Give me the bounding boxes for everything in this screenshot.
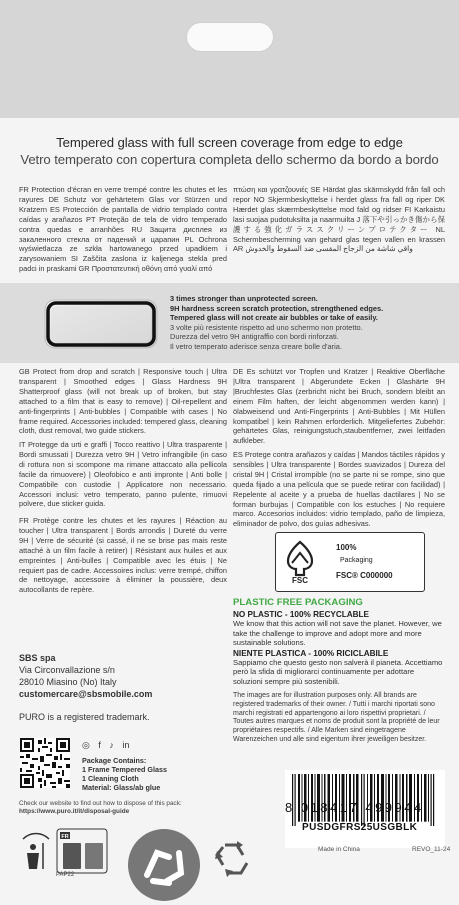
fsc-code: FSC® C000000 — [336, 571, 393, 580]
mobius-loop-icon — [215, 841, 247, 877]
made-in: Made in China — [318, 846, 360, 853]
linkedin-icon: in — [122, 740, 130, 750]
hanger-tab — [0, 0, 459, 118]
illustration-note: The images are for illustration purposes only. All brands are registered trademarks of their owner. / Tutti i marchi riportati sono marchi registrati ed appartengono ai loro rispettivi proprietari. / Toutes autres marques et noms de produit sont la propriété de leur propriétaires respectifs. / Alle Marken sind eingetragene Warenzeichen und alle sind eigentum ihrer jeweiligen besitzer. — [233, 692, 440, 743]
plastic-free-title: PLASTIC FREE PACKAGING — [233, 597, 363, 608]
barcode-number: 8 018417 499944 — [285, 800, 424, 815]
niente-plastica-heading: NIENTE PLASTICA - 100% RICICLABILE — [233, 648, 389, 658]
fsc-packaging: Packaging — [340, 557, 373, 564]
company-street: Via Circonvallazione s/n — [19, 665, 115, 675]
multilang-right: πτώση και γρατζουνιές SE Härdat glas skärmskydd från fall och repor NO Skjermbeskyttelse i herdet glass fra fall og riper DK Hærdet glas skærmbeskyttelse mod fald og ridser FI Karkaistu lasi suojaa pudotuksilta ja naarmuilta J 落下や引っかき傷から保護する強化ガラススクリーンプロテクター NL Schermbescherming van gehard glas tegen vallen en krassen AR واقي شاشة من الزجاج المقسى ضد السقوط والخدوش — [233, 185, 445, 254]
package-item-glass: 1 Frame Tempered Glass — [82, 765, 167, 774]
phone-illustration-icon — [42, 290, 160, 352]
company-email: customercare@sbsmobile.com — [19, 689, 153, 699]
trademark-note: PURO is a registered trademark. — [19, 712, 150, 722]
fr-label: FR — [61, 834, 69, 840]
company-name: SBS spa — [19, 653, 56, 663]
no-plastic-heading: NO PLASTIC - 100% RECYCLABLE — [233, 610, 370, 619]
text-gb: GB Protect from drop and scratch | Responsive touch | Ultra transparent | Smoothed edges | Glass Hardness 9H Shatterproof glass (will not break up of broken, but stay attached to a film that is easy to remove) | Oil-repellent and anti-fingerprints | Anti-bubbles | Compatible with cases | No frame required. Accessories included: tempered glass, cleaning cloth, dust removal, two guide stickers. — [19, 367, 227, 436]
tiktok-icon: ♪ — [109, 740, 114, 750]
package-title: Package Contains: — [82, 756, 147, 765]
feature-line-3: Tempered glass will not create air bubbles or take of easily. — [170, 313, 378, 323]
pap-code: PAP22 — [56, 872, 75, 878]
revision-code: REVO_11-24 — [412, 846, 451, 853]
qr-code-icon — [20, 738, 70, 788]
text-fr: FR Protège contre les chutes et les rayures | Réaction au toucher | Ultra transparent | Bords arrondis | Dureté du verre 9H | Verre de sécurité (si cassé, il ne se brise pas mais reste attaché à un film facile à retirer) | Résistant aux huiles et aux empreintes | Anti-bulles | Compatible avec les étuis | Ne requiert pas de cadre. Accessoires inclus: verre trempé, chiffon de nettoyage, accessoire à éliminer la poussière, deux autocollants de repère. — [19, 516, 227, 595]
package-contents — [82, 756, 232, 792]
recycling-symbols — [19, 825, 289, 905]
feature-line-6: Il vetro temperato aderisce senza creare bolle d'aria. — [170, 341, 342, 351]
text-de: DE Es schützt vor Tropfen und Kratzer | Reaktive Oberfläche |Ultra transparent | Abgerundete Ecken | Glashärte 9H |Bruchfestes Glas (zerbricht nicht bei Bruch, sondern bleibt an einem Film haften, der leicht abgenommen werden kann) | ölabweisend und Anti-Fingerprints | Anti-Bubbles | Mit Hüllen kompatibel | kein Rahmen erforderlich. Mitgeliefertes Zubehör: gehärtetes Glas, reinigungstuch,staubentferner, zwei leitfaden aufkleber. — [233, 367, 445, 446]
text-es: ES Protege contra arañazos y caídas | Mandos táctiles rápidos y sensibles | Ultra transparente | Bordes suavizados | Dureza del cristal 9H | Cristal irrompible (no se parte ni se rompe, sino que queda fijado a una película que se puede retirar con facilidad) | Repelente al aceite y a prueba de huellas dactilares | No se forman burbujas | Compatible con los estuches | No requiere marco. Accesorios incluidos: vidrio templado, paño de limpieza, eliminador de polvo, dos guías adhesivas. — [233, 450, 445, 529]
package-item-cloth: 1 Cleaning Cloth — [82, 774, 139, 783]
fsc-percent: 100% — [336, 543, 357, 552]
feature-line-5: Durezza del vetro 9H antigraffio con bordi rinforzati. — [170, 332, 339, 342]
company-address — [19, 652, 229, 700]
hang-hole — [186, 22, 274, 52]
triman-icon — [23, 833, 49, 869]
title-block — [0, 135, 459, 167]
niente-plastica-text: Sappiamo che questo gesto non salverà il pianeta. Accettiamo però la sfida di migliorarci continuamente per adottare soluzioni sempre più sostenibili. — [233, 657, 443, 686]
product-sku: PUSDGFRS25USGBLK — [302, 822, 418, 833]
multilang-left: FR Protection d'écran en verre trempé contre les chutes et les rayures DE Schutz vor gehärtetem Glas vor Stürzen und Kratzern ES Protección de pantalla de vidrio templado contra caídas y arañazos PT Proteção de tela de vidro temperado contra quedas e arranhões RU Защита дисплея из закаленного стекла от падений и царапин PL Ochrona wyświetlacza ze szkła hartowanego przed upadkiem i zarysowaniem SI Zaščita zaslona iz kaljenega stekla pred padci in praskami GR Προστατευτική οθόνη από γυαλί από — [19, 185, 227, 274]
text-it: IT Protegge da urti e graffi | Tocco reattivo | Ultra trasparente | Bordi smussati | Durezza vetro 9H | Vetro infrangibile (in caso di rottura non si scompone ma rimane attaccato alla pellicola facile da rimuovere) | Oleofobico e anti impronte | Anti bolle | Compatibile con custodie | Applicatore non necessario. Accessori inclusi: vetro temperato, panno pulente, rimuovi polvere, due sticker guida. — [19, 440, 227, 509]
disposal-info — [19, 800, 239, 816]
title-italian: Vetro temperato con copertura completa dello schermo da bordo a bordo — [20, 152, 439, 167]
fsc-label — [275, 532, 425, 592]
feature-line-4: 3 volte più resistente rispetto ad uno schermo non protetto. — [170, 322, 363, 332]
disposal-url[interactable]: https://www.puro.it/it/disposal-guide — [19, 808, 130, 815]
feature-text — [170, 294, 450, 352]
fsc-logo-text: FSC — [292, 576, 308, 585]
instagram-icon: ◎ — [82, 740, 90, 750]
feature-line-2: 9H hardness screen scratch protection, strengthened edges. — [170, 303, 384, 313]
recycle-arrows-icon — [128, 829, 200, 901]
social-icons — [82, 740, 135, 751]
facebook-icon: f — [98, 740, 101, 750]
title-english: Tempered glass with full screen coverage from edge to edge — [56, 135, 403, 150]
plastic-free-section — [233, 597, 445, 687]
fr-info-icon — [57, 829, 107, 873]
disposal-text: Check our website to find out how to dispose of this pack: — [19, 800, 182, 807]
fsc-tree-icon — [282, 539, 318, 585]
no-plastic-text: We know that this action will not save the planet. However, we take the challenge to improve and adopt more and more sustainable solutions. — [233, 619, 442, 648]
feature-line-1: 3 times stronger than unprotected screen. — [170, 294, 318, 303]
package-material: Material: Glass/ab glue — [82, 783, 161, 792]
company-city: 28010 Miasino (No) Italy — [19, 677, 117, 687]
